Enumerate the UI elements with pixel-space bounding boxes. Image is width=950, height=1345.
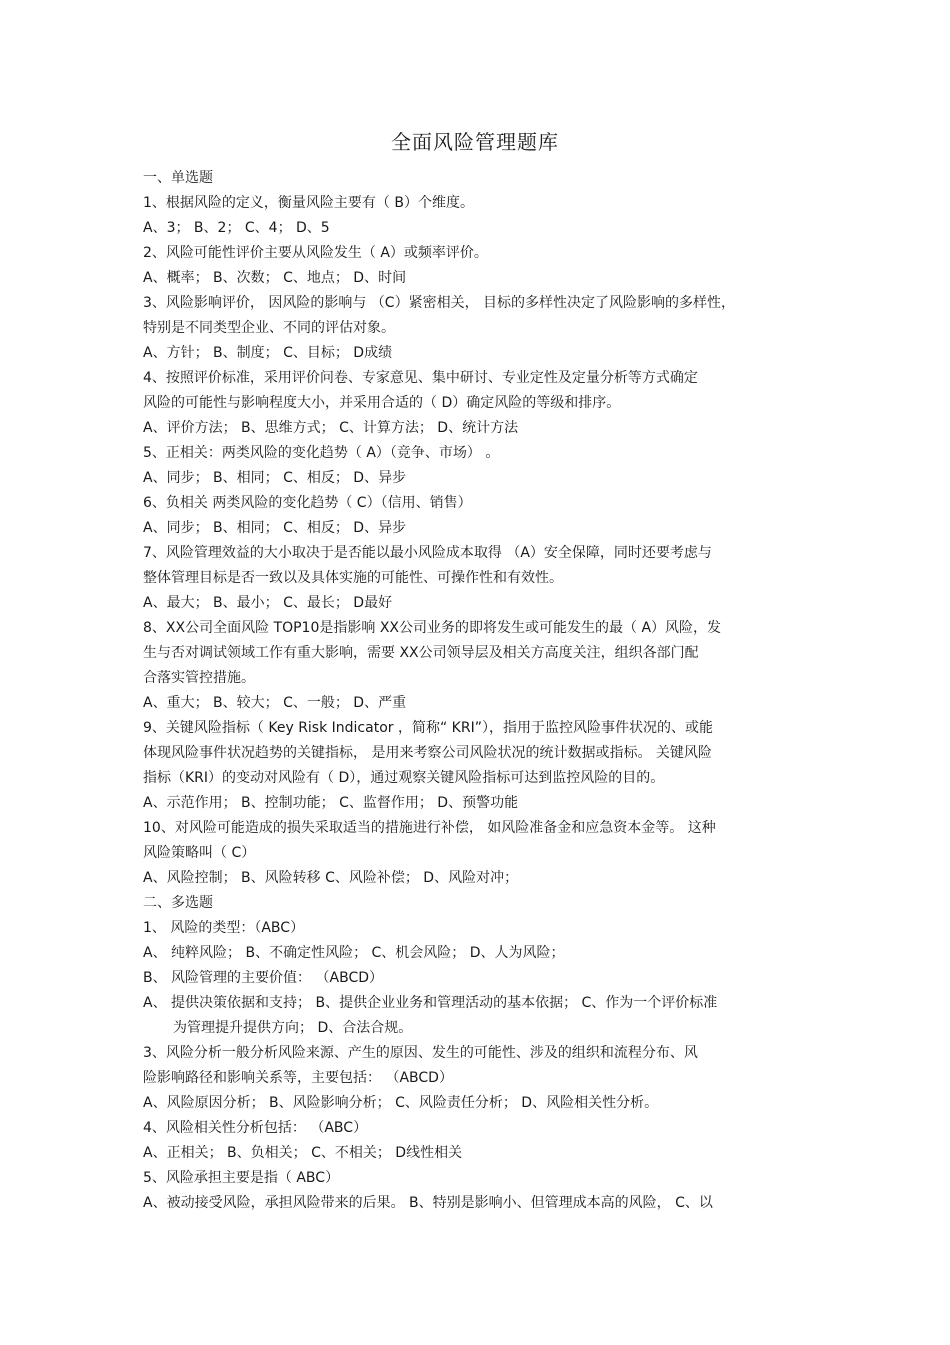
options-line: A、重大； B、较大； C、一般； D、严重	[143, 695, 407, 711]
question-line: 5、正相关：两类风险的变化趋势（ A）（竞争、市场） 。	[143, 445, 500, 461]
question-line: 9、关键风险指标（ Key Risk Indicator ，简称“ KRI”），指用于监控风险事件状况的、或能	[143, 720, 713, 736]
question-line: 特别是不同类型企业、不同的评估对象。	[143, 320, 395, 336]
options-line: A、同步； B、相同； C、相反； D、异步	[143, 520, 407, 536]
question-line: 7、风险管理效益的大小取决于是否能以最小风险成本取得 （A）安全保障，同时还要考虑与	[143, 545, 712, 561]
question-line: B、 风险管理的主要价值： （ABCD）	[143, 970, 383, 986]
options-line: A、3； B、2； C、4； D、5	[143, 220, 330, 236]
question-line: 生与否对调试领域工作有重大影响，需要 XX公司领导层及相关方高度关注，组织各部门配	[143, 645, 699, 661]
options-line: A、示范作用； B、控制功能； C、监督作用； D、预警功能	[143, 795, 519, 811]
question-line: 风险的可能性与影响程度大小，并采用合适的（ D）确定风险的等级和排序。	[143, 395, 621, 411]
section-heading: 二、多选题	[143, 895, 213, 911]
question-line: 2、风险可能性评价主要从风险发生（ A）或频率评价。	[143, 245, 488, 261]
options-line: 为管理提升提供方向； D、合法合规。	[173, 1020, 413, 1036]
question-line: 1、根据风险的定义，衡量风险主要有（ B）个维度。	[143, 195, 474, 211]
question-line: 6、负相关 两类风险的变化趋势（ C）（信用、销售）	[143, 495, 472, 511]
section-heading: 一、单选题	[143, 170, 213, 186]
question-line: 合落实管控措施。	[143, 670, 255, 686]
question-line: 风险策略叫（ C）	[143, 845, 256, 861]
options-line: A、被动接受风险，承担风险带来的后果。 B、特别是影响小、但管理成本高的风险， C、以	[143, 1195, 713, 1211]
options-line: A、风险控制； B、风险转移 C、风险补偿； D、风险对冲；	[143, 870, 519, 886]
question-list	[143, 166, 813, 1216]
question-line: 体现风险事件状况趋势的关键指标， 是用来考察公司风险状况的统计数据或指标。 关键风险	[143, 745, 712, 761]
options-line: A、 纯粹风险； B、不确定性风险； C、机会风险； D、人为风险；	[143, 945, 565, 961]
question-line: 4、风险相关性分析包括： （ABC）	[143, 1120, 368, 1136]
question-line: 指标（KRI）的变动对风险有（ D），通过观察关键风险指标可达到监控风险的目的。	[143, 770, 665, 786]
options-line: A、最大； B、最小； C、最长； D最好	[143, 595, 393, 611]
options-line: A、风险原因分析； B、风险影响分析； C、风险责任分析； D、风险相关性分析。	[143, 1095, 659, 1111]
question-line: 险影响路径和影响关系等，主要包括： （ABCD）	[143, 1070, 453, 1086]
question-line: 8、XX公司全面风险 TOP10是指影响 XX公司业务的即将发生或可能发生的最（ A）风险，发	[143, 620, 722, 636]
question-line: 1、 风险的类型：（ABC）	[143, 920, 305, 936]
options-line: A、概率； B、次数； C、地点； D、时间	[143, 270, 407, 286]
document-title: 全面风险管理题库	[391, 130, 559, 154]
question-line: 10、对风险可能造成的损失采取适当的措施进行补偿， 如风险准备金和应急资本金等。 这种	[143, 820, 716, 836]
options-line: A、评价方法； B、思维方式； C、计算方法； D、统计方法	[143, 420, 519, 436]
options-line: A、 提供决策依据和支持； B、提供企业业务和管理活动的基本依据； C、作为一个评价标准	[143, 995, 718, 1011]
question-line: 3、风险分析一般分析风险来源、产生的原因、发生的可能性、涉及的组织和流程分布、风	[143, 1045, 698, 1061]
question-line: 4、按照评价标准，采用评价问卷、专家意见、集中研讨、专业定性及定量分析等方式确定	[143, 370, 698, 386]
options-line: A、正相关； B、负相关； C、不相关； D线性相关	[143, 1145, 463, 1161]
options-line: A、同步； B、相同； C、相反； D、异步	[143, 470, 407, 486]
question-line: 整体管理目标是否一致以及具体实施的可能性、可操作性和有效性。	[143, 570, 563, 586]
question-line: 3、风险影响评价， 因风险的影响与 （C）紧密相关， 目标的多样性决定了风险影响的多样性，	[143, 295, 736, 311]
question-line: 5、风险承担主要是指（ ABC）	[143, 1170, 340, 1186]
options-line: A、方针； B、制度； C、目标； D成绩	[143, 345, 393, 361]
